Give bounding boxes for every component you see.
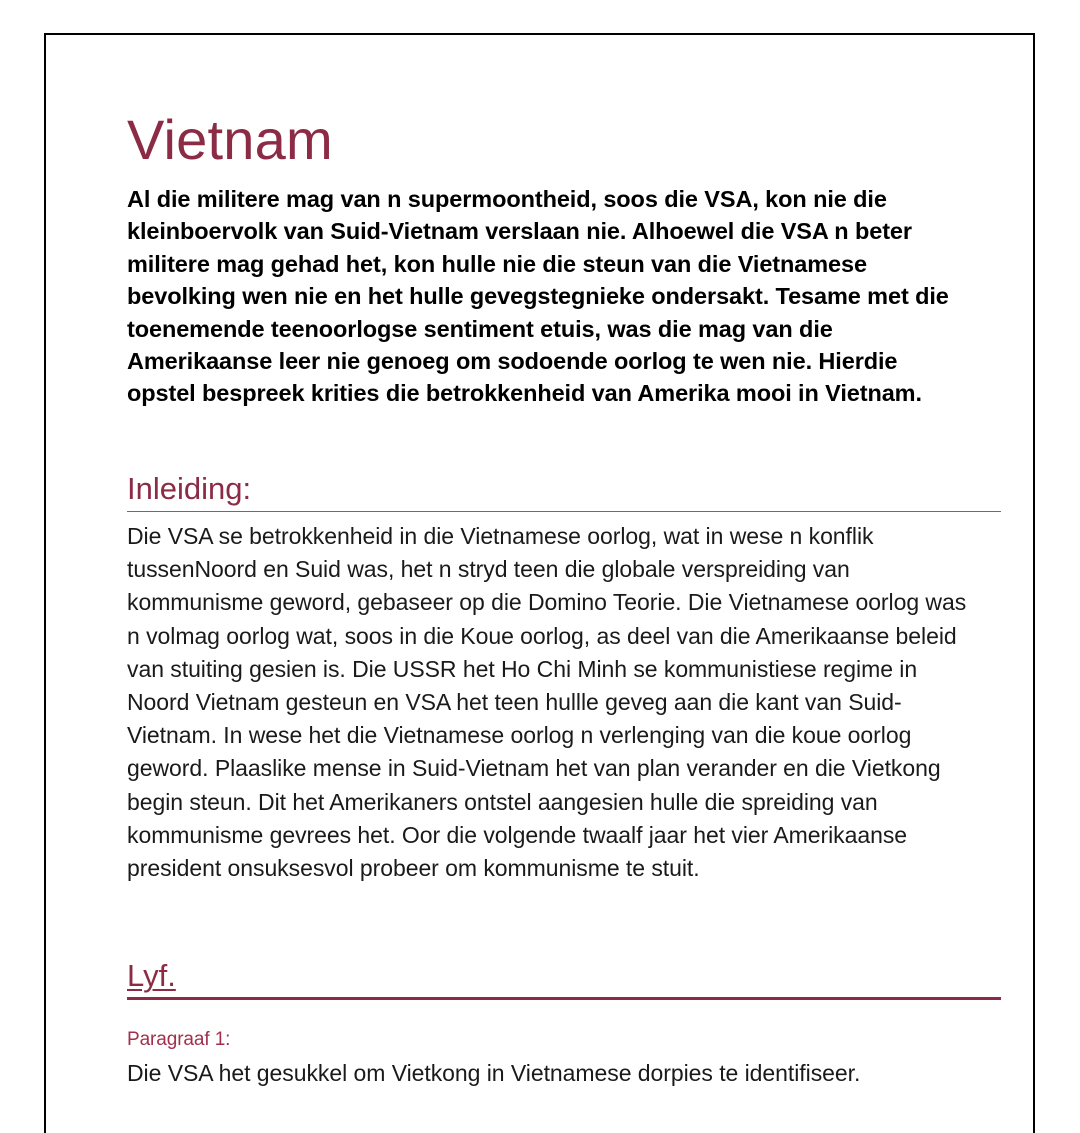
- section-heading-lyf-label: Lyf.: [127, 958, 176, 993]
- section-heading-inleiding-label: Inleiding:: [127, 471, 252, 506]
- abstract-paragraph: Al die militere mag van n supermoontheid, soos die VSA, kon nie die kleinboervolk van Suid-Vietnam verslaan nie. Alhoewel die VSA n beter militere mag gehad het, kon hulle nie die steun van die Vietnamese bevolking wen nie en het hulle gevegstegnieke ondersakt. Tesame met die toenemende teenoorlogse sentiment etuis, was die mag van die Amerikaanse leer nie genoeg om sodoende oorlog te wen nie. Hierdie opstel bespreek krities die betrokkenheid van Amerika mooi in Vietnam.: [127, 186, 949, 407]
- section-heading-inleiding: [127, 473, 1001, 512]
- sub-heading-paragraaf-1: Paragraaf 1:: [127, 1029, 231, 1050]
- inleiding-body-text: Die VSA se betrokkenheid in die Vietnamese oorlog, wat in wese n konflik tussenNoord en Suid was, het n stryd teen die globale verspreiding van kommunisme geword, gebaseer op die Domino Teorie. Die Vietnamese oorlog was n volmag oorlog wat, soos in die Koue oorlog, as deel van die Amerikaanse beleid van stuiting gesien is. Die USSR het Ho Chi Minh se kommunistiese regime in Noord Vietnam gesteun en VSA het teen hullle geveg aan die kant van Suid-Vietnam. In wese het die Vietnamese oorlog n verlenging van die koue oorlog geword. Plaaslike mense in Suid-Vietnam het van plan verander en die Vietkong begin steun. Dit het Amerikaners ontstel aangesien hulle die spreiding van kommunisme gevrees het. Oor die volgende twaalf jaar het vier Amerikaanse president onsuksesvol probeer om kommunisme te stuit.: [127, 523, 967, 882]
- document-page: [44, 33, 1035, 1133]
- section-heading-lyf: [127, 960, 1001, 1000]
- page-title: Vietnam: [127, 108, 333, 171]
- lyf-body-text: Die VSA het gesukkel om Vietkong in Vietnamese dorpies te identifiseer.: [127, 1060, 861, 1086]
